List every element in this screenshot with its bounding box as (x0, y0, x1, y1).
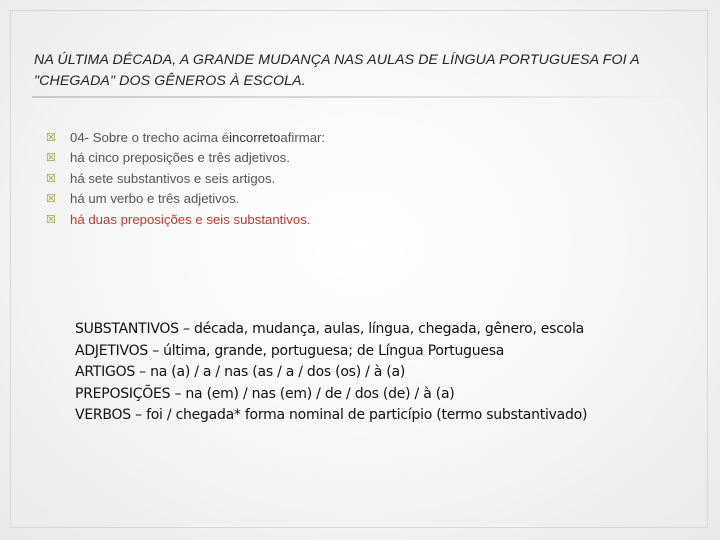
checkbox-bullet-icon: ☒ (46, 171, 56, 185)
option-item (46, 148, 325, 169)
question-suffix: afirmar: (280, 129, 326, 145)
title-divider (32, 96, 688, 98)
option-text: há sete substantivos e seis artigos. (70, 170, 276, 186)
option-text: há cinco preposições e três adjetivos. (70, 150, 290, 166)
question-emphasis: incorreto (229, 129, 281, 145)
checkbox-bullet-icon: ☒ (46, 192, 56, 206)
option-text: há um verbo e três adjetivos. (70, 191, 240, 207)
answer-line-artigos: ARTIGOS – na (a) / a / nas (as / a / dos (os) / à (a) (75, 364, 406, 380)
answer-block (75, 319, 587, 427)
question-prompt (46, 127, 325, 148)
checkbox-bullet-icon: ☒ (46, 151, 56, 165)
question-prefix: 04- Sobre o trecho acima é (70, 129, 230, 145)
option-item (46, 168, 325, 189)
question-list (46, 127, 325, 230)
checkbox-bullet-icon: ☒ (46, 212, 56, 226)
answer-line-preposicoes: PREPOSIÇÕES – na (em) / nas (em) / de / dos (de) / à (a) (75, 385, 455, 402)
slide-title: NA ÚLTIMA DÉCADA, A GRANDE MUDANÇA NAS AULAS DE LÍNGUA PORTUGUESA FOI A "CHEGADA" DOS GÊNEROS À ESCOLA. (34, 52, 640, 89)
option-item (46, 189, 325, 210)
answer-line-verbos: VERBOS – foi / chegada* forma nominal de particípio (termo substantivado) (75, 407, 588, 423)
option-item-highlighted (46, 209, 325, 230)
checkbox-bullet-icon: ☒ (46, 130, 56, 144)
answer-line-substantivos: SUBSTANTIVOS – década, mudança, aulas, língua, chegada, gênero, escola (75, 321, 584, 337)
answer-line-adjetivos: ADJETIVOS – última, grande, portuguesa; de Língua Portuguesa (75, 342, 505, 359)
option-text-correct: há duas preposições e seis substantivos. (70, 211, 311, 227)
